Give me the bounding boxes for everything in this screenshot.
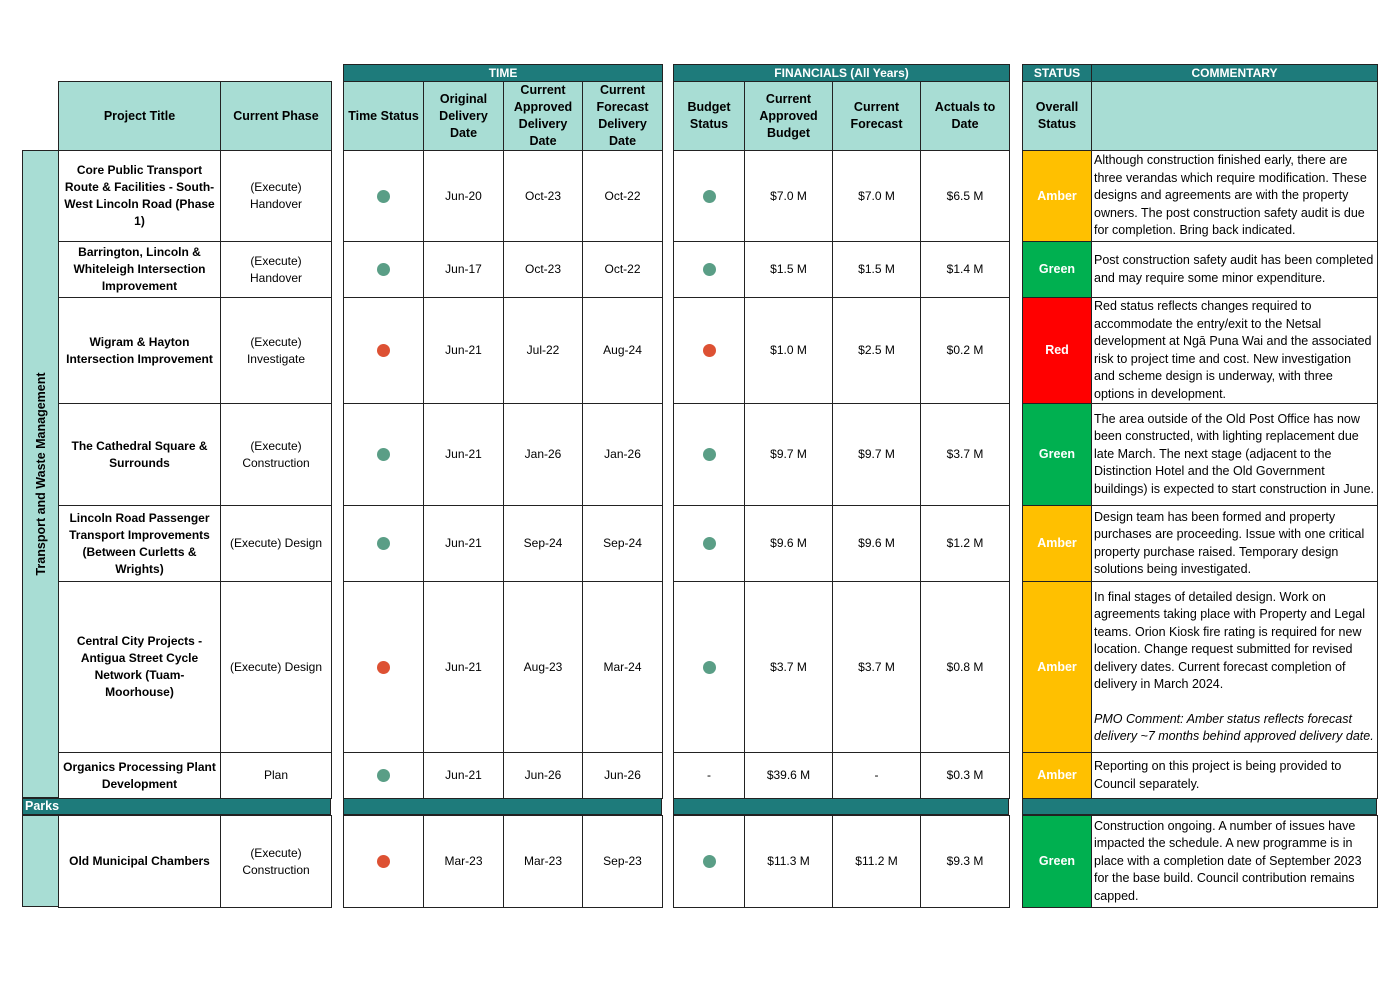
approved-budget: $11.3 M <box>745 816 833 908</box>
original-delivery-date: Jun-21 <box>424 753 504 799</box>
commentary-cell <box>1092 242 1378 298</box>
time_status-cell <box>344 242 424 298</box>
status-row <box>1023 242 1378 298</box>
status-dot-green-icon <box>703 661 716 674</box>
time_status-cell <box>344 151 424 242</box>
commentary-text: Construction ongoing. A number of issues have impacted the schedule. A new programme is in place with a completion date of September 2023 for the base build. Council contribution remains capped. <box>1094 818 1362 903</box>
forecast-delivery-date: Mar-24 <box>583 582 663 753</box>
budget_status-cell <box>674 242 745 298</box>
project-title: Lincoln Road Passenger Transport Improvements (Between Curletts & Wrights) <box>59 506 221 582</box>
time_status-cell <box>344 298 424 404</box>
project-phase: Plan <box>221 753 332 799</box>
commentary-banner: COMMENTARY <box>1092 65 1378 82</box>
actuals-to-date: $0.2 M <box>921 298 1010 404</box>
project-title: Barrington, Lincoln & Whiteleigh Intersection Improvement <box>59 242 221 298</box>
overall-status-badge: Green <box>1023 242 1092 298</box>
forecast-delivery-date: Jun-26 <box>583 753 663 799</box>
time-row <box>344 816 663 908</box>
commentary-cell <box>1092 151 1378 242</box>
approved-delivery-date: Jun-26 <box>504 753 583 799</box>
project-title: Central City Projects - Antigua Street Cycle Network (Tuam-Moorhouse) <box>59 582 221 753</box>
group-label-transport-text: Transport and Waste Management <box>33 372 48 576</box>
header-forecast-delivery: Current Forecast Delivery Date <box>583 82 663 151</box>
time-row <box>344 753 663 799</box>
header-actuals: Actuals to Date <box>921 82 1010 151</box>
project-title: Old Municipal Chambers <box>59 816 221 908</box>
status-row <box>1023 298 1378 404</box>
time-row <box>344 404 663 506</box>
commentary-text: Although construction finished early, there are three verandas which require modification. These designs and agreements are with the property owners. The post construction safety audit is due for completion. Bring back indicated. <box>1094 153 1367 238</box>
header-overall-status: Overall Status <box>1023 82 1092 151</box>
status-banner: STATUS <box>1023 65 1092 82</box>
project-block-parks <box>58 815 332 908</box>
commentary-text: Design team has been formed and property purchases are proceeding. Issue with one critical property purchase raised. Temporary design solutions being investigated. <box>1094 509 1365 576</box>
commentary-text: Reporting on this project is being provided to Council separately. <box>1094 759 1342 791</box>
financials-row <box>674 816 1010 908</box>
approved-delivery-date: Mar-23 <box>504 816 583 908</box>
forecast-delivery-date: Aug-24 <box>583 298 663 404</box>
forecast-delivery-date: Oct-22 <box>583 242 663 298</box>
status-row <box>1023 753 1378 799</box>
status-dot-green-icon <box>703 263 716 276</box>
budget_status-cell <box>674 298 745 404</box>
financials-row <box>674 298 1010 404</box>
current-forecast: $1.5 M <box>833 242 921 298</box>
status-dot-red-icon <box>703 344 716 357</box>
current-forecast: $9.6 M <box>833 506 921 582</box>
group-band-parks-time <box>343 798 662 815</box>
approved-delivery-date: Oct-23 <box>504 242 583 298</box>
project-phase: (Execute) Design <box>221 582 332 753</box>
project-title: The Cathedral Square & Surrounds <box>59 404 221 506</box>
status-dot-red-icon <box>377 661 390 674</box>
project-title: Wigram & Hayton Intersection Improvement <box>59 298 221 404</box>
approved-budget: $9.7 M <box>745 404 833 506</box>
budget_status-cell <box>674 151 745 242</box>
group-band-parks-status <box>1022 798 1377 815</box>
original-delivery-date: Jun-21 <box>424 582 504 753</box>
forecast-delivery-date: Sep-24 <box>583 506 663 582</box>
header-original-delivery: Original Delivery Date <box>424 82 504 151</box>
project-title: Organics Processing Plant Development <box>59 753 221 799</box>
status-dot-green-icon <box>703 448 716 461</box>
header-approved-delivery: Current Approved Delivery Date <box>504 82 583 151</box>
approved-budget: $9.6 M <box>745 506 833 582</box>
approved-budget: $39.6 M <box>745 753 833 799</box>
status-dot-green-icon <box>377 769 390 782</box>
time-banner: TIME <box>344 65 663 82</box>
overall-status-badge: Red <box>1023 298 1092 404</box>
time-block-parks <box>343 815 663 908</box>
project-block <box>58 81 332 799</box>
time_status-cell <box>344 404 424 506</box>
time-row <box>344 582 663 753</box>
actuals-to-date: $6.5 M <box>921 151 1010 242</box>
overall-status-badge: Amber <box>1023 151 1092 242</box>
original-delivery-date: Jun-20 <box>424 151 504 242</box>
actuals-to-date: $1.2 M <box>921 506 1010 582</box>
commentary-cell <box>1092 298 1378 404</box>
forecast-delivery-date: Jan-26 <box>583 404 663 506</box>
approved-budget: $7.0 M <box>745 151 833 242</box>
approved-budget: $3.7 M <box>745 582 833 753</box>
commentary-cell <box>1092 816 1378 908</box>
financials-row <box>674 404 1010 506</box>
header-time-status: Time Status <box>344 82 424 151</box>
time-row <box>344 506 663 582</box>
project-title: Core Public Transport Route & Facilities - South-West Lincoln Road (Phase 1) <box>59 151 221 242</box>
commentary-text: In final stages of detailed design. Work on agreements taking place with Property and Legal teams. Orion Kiosk fire rating is required for new location. Change request submitted for revised delivery dates. Current forecast completion of delivery in March 2024. <box>1094 589 1365 691</box>
time_status-cell <box>344 582 424 753</box>
approved-delivery-date: Oct-23 <box>504 151 583 242</box>
header-current-phase: Current Phase <box>221 82 332 151</box>
financials-row <box>674 582 1010 753</box>
header-current-forecast: Current Forecast <box>833 82 921 151</box>
overall-status-badge: Amber <box>1023 582 1092 753</box>
original-delivery-date: Jun-21 <box>424 404 504 506</box>
project-phase: (Execute) Investigate <box>221 298 332 404</box>
budget_status-cell <box>674 582 745 753</box>
budget_status-cell: - <box>674 753 745 799</box>
pmo-comment: PMO Comment: Amber status reflects forecast delivery ~7 months behind approved delivery date. <box>1094 711 1374 743</box>
time_status-cell <box>344 753 424 799</box>
group-band-parks <box>22 798 331 815</box>
header-project-title: Project Title <box>59 82 221 151</box>
status-row <box>1023 816 1378 908</box>
original-delivery-date: Jun-21 <box>424 298 504 404</box>
actuals-to-date: $3.7 M <box>921 404 1010 506</box>
commentary-text: The area outside of the Old Post Office has now been constructed, with lighting replacement due late March. The next stage (adjacent to the Distinction Hotel and the Old Government buildings) is expected to start construction in June. <box>1094 411 1375 496</box>
project-phase: (Execute) Construction <box>221 816 332 908</box>
actuals-to-date: $0.8 M <box>921 582 1010 753</box>
original-delivery-date: Jun-17 <box>424 242 504 298</box>
overall-status-badge: Green <box>1023 816 1092 908</box>
forecast-delivery-date: Oct-22 <box>583 151 663 242</box>
overall-status-badge: Amber <box>1023 753 1092 799</box>
financials-row <box>674 506 1010 582</box>
financials-row <box>674 242 1010 298</box>
current-forecast: $11.2 M <box>833 816 921 908</box>
commentary-cell <box>1092 404 1378 506</box>
actuals-to-date: $0.3 M <box>921 753 1010 799</box>
status-block <box>1022 64 1378 799</box>
status-dot-green-icon <box>377 190 390 203</box>
budget_status-cell <box>674 816 745 908</box>
project-phase: (Execute) Handover <box>221 242 332 298</box>
status-dot-green-icon <box>703 537 716 550</box>
status-dot-green-icon <box>377 263 390 276</box>
approved-budget: $1.0 M <box>745 298 833 404</box>
actuals-to-date: $9.3 M <box>921 816 1010 908</box>
group-label-parks: Parks <box>25 799 60 813</box>
time_status-cell <box>344 816 424 908</box>
commentary-cell <box>1092 753 1378 799</box>
time-block <box>343 64 663 799</box>
status-dot-green-icon <box>703 190 716 203</box>
financials-block-parks <box>673 815 1010 908</box>
status-row <box>1023 582 1378 753</box>
group-label-transport <box>22 150 59 798</box>
project-phase: (Execute) Handover <box>221 151 332 242</box>
status-dot-green-icon <box>377 537 390 550</box>
original-delivery-date: Mar-23 <box>424 816 504 908</box>
status-dot-green-icon <box>377 448 390 461</box>
financials-block <box>673 64 1010 799</box>
financials-row <box>674 753 1010 799</box>
header-approved-budget: Current Approved Budget <box>745 82 833 151</box>
time-row <box>344 298 663 404</box>
approved-budget: $1.5 M <box>745 242 833 298</box>
current-forecast: - <box>833 753 921 799</box>
financials-row <box>674 151 1010 242</box>
approved-delivery-date: Sep-24 <box>504 506 583 582</box>
budget_status-cell <box>674 404 745 506</box>
status-row <box>1023 151 1378 242</box>
approved-delivery-date: Jan-26 <box>504 404 583 506</box>
forecast-delivery-date: Sep-23 <box>583 816 663 908</box>
status-dot-red-icon <box>377 855 390 868</box>
financials-banner: FINANCIALS (All Years) <box>674 65 1010 82</box>
status-dot-red-icon <box>377 344 390 357</box>
header-budget-status: Budget Status <box>674 82 745 151</box>
original-delivery-date: Jun-21 <box>424 506 504 582</box>
actuals-to-date: $1.4 M <box>921 242 1010 298</box>
approved-delivery-date: Jul-22 <box>504 298 583 404</box>
status-row <box>1023 404 1378 506</box>
overall-status-badge: Amber <box>1023 506 1092 582</box>
approved-delivery-date: Aug-23 <box>504 582 583 753</box>
current-forecast: $7.0 M <box>833 151 921 242</box>
project-phase: (Execute) Construction <box>221 404 332 506</box>
commentary-cell <box>1092 582 1378 753</box>
current-forecast: $2.5 M <box>833 298 921 404</box>
commentary-text: Red status reflects changes required to accommodate the entry/exit to the Netsal development at Ngā Puna Wai and the associated risk to project time and cost. New investigation and scheme design is underway, with three options in development. <box>1094 299 1372 401</box>
budget_status-cell <box>674 506 745 582</box>
group-band-parks-fin <box>673 798 1009 815</box>
time_status-cell <box>344 506 424 582</box>
group-spacer-parks <box>22 815 59 907</box>
current-forecast: $3.7 M <box>833 582 921 753</box>
time-row <box>344 151 663 242</box>
time-row <box>344 242 663 298</box>
current-forecast: $9.7 M <box>833 404 921 506</box>
status-row <box>1023 506 1378 582</box>
project-phase: (Execute) Design <box>221 506 332 582</box>
commentary-cell <box>1092 506 1378 582</box>
overall-status-badge: Green <box>1023 404 1092 506</box>
status-block-parks <box>1022 815 1378 908</box>
status-dot-green-icon <box>703 855 716 868</box>
commentary-text: Post construction safety audit has been completed and may require some minor expenditure. <box>1094 253 1374 285</box>
header-commentary-blank <box>1092 82 1378 151</box>
